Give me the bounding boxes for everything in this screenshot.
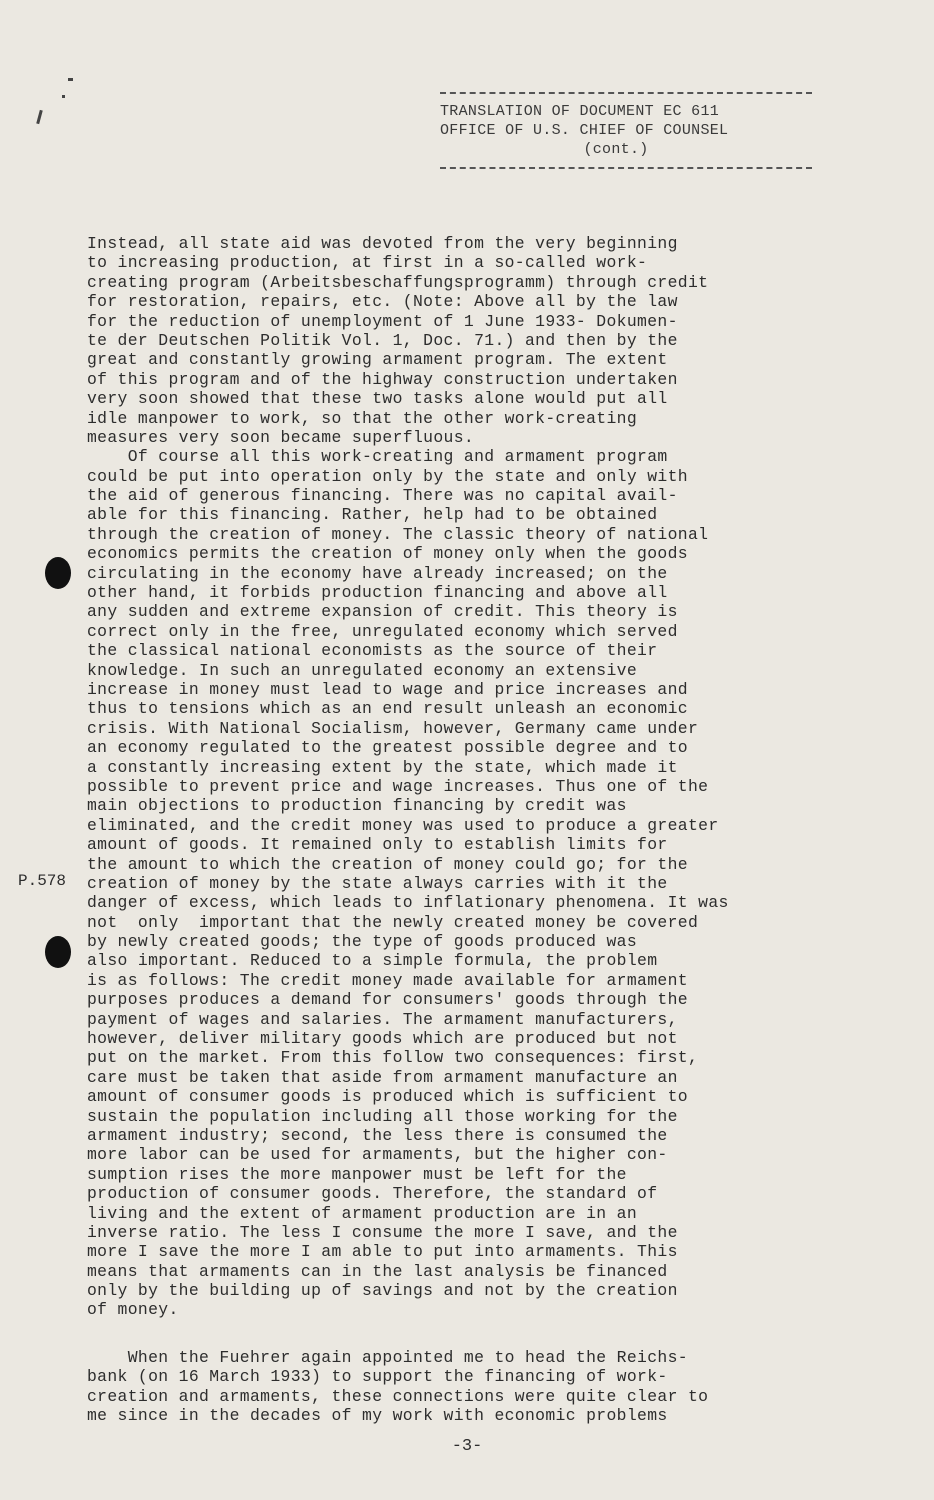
text-line: could be put into operation only by the state and only with [87, 466, 688, 486]
header-office: OFFICE OF U.S. CHIEF OF COUNSEL [440, 122, 729, 139]
text-line: care must be taken that aside from armament manufacture an [87, 1067, 678, 1087]
text-line: however, deliver military goods which are produced but not [87, 1029, 678, 1049]
text-line: other hand, it forbids production financing and above all [87, 583, 668, 603]
text-line: any sudden and extreme expansion of credit. This theory is [87, 602, 678, 622]
text-line: amount of goods. It remained only to establish limits for [87, 835, 668, 855]
header-continued: (cont.) [583, 141, 649, 158]
text-line: main objections to production financing by credit was [87, 796, 627, 816]
paragraph-1 [87, 234, 827, 447]
text-line: correct only in the free, unregulated economy which served [87, 621, 678, 641]
corner-mark [36, 110, 43, 124]
text-line: bank (on 16 March 1933) to support the financing of work- [87, 1367, 668, 1387]
text-line: creation and armaments, these connections were quite clear to [87, 1386, 709, 1406]
text-line: circulating in the economy have already increased; on the [87, 563, 668, 583]
text-line: Instead, all state aid was devoted from the very beginning [87, 234, 678, 253]
text-line: production of consumer goods. Therefore, the standard of [87, 1184, 658, 1204]
text-line: the amount to which the creation of money could go; for the [87, 854, 688, 874]
text-line: Of course all this work-creating and armament program [87, 447, 668, 467]
text-line: a constantly increasing extent by the state, which made it [87, 757, 678, 777]
text-line: me since in the decades of my work with economic problems [87, 1406, 668, 1426]
text-line: inverse ratio. The less I consume the more I save, and the [87, 1222, 678, 1242]
page-number: -3- [451, 1437, 483, 1456]
text-line: also important. Reduced to a simple formula, the problem [87, 951, 658, 971]
text-line: measures very soon became superfluous. [87, 427, 475, 447]
text-line: more labor can be used for armaments, but the higher con- [87, 1145, 668, 1165]
text-line: living and the extent of armament production are in an [87, 1203, 638, 1223]
text-line: sustain the population including all those working for the [87, 1106, 678, 1126]
text-line: of this program and of the highway construction undertaken [87, 369, 678, 389]
text-line: means that armaments can in the last analysis be financed [87, 1261, 668, 1281]
text-line: not only important that the newly created money be covered [87, 912, 699, 932]
text-line: through the creation of money. The classic theory of national [87, 524, 709, 544]
header-bottom-rule [440, 167, 812, 169]
text-line: is as follows: The credit money made available for armament [87, 970, 688, 990]
text-line: armament industry; second, the less there is consumed the [87, 1125, 668, 1145]
text-line: payment of wages and salaries. The armament manufacturers, [87, 1009, 678, 1029]
text-line: put on the market. From this follow two consequences: first, [87, 1048, 699, 1068]
text-line: danger of excess, which leads to inflationary phenomena. It was [87, 893, 729, 913]
corner-mark [68, 78, 73, 81]
text-line: When the Fuehrer again appointed me to head the Reichs- [87, 1347, 688, 1367]
text-line: the aid of generous financing. There was no capital avail- [87, 486, 678, 506]
text-line: very soon showed that these two tasks alone would put all [87, 389, 668, 409]
text-line: creating program (Arbeitsbeschaffungsprogramm) through credit [87, 272, 709, 292]
text-line: great and constantly growing armament program. The extent [87, 350, 668, 370]
text-line: eliminated, and the credit money was used to produce a greater [87, 815, 719, 835]
text-line: economics permits the creation of money only when the goods [87, 544, 688, 564]
header-top-rule [440, 92, 812, 94]
corner-mark [62, 95, 65, 98]
page-reference-note: P.578 [18, 872, 67, 890]
text-line: idle manpower to work, so that the other work-creating [87, 408, 638, 428]
paragraph-3 [87, 1348, 827, 1426]
text-line: for the reduction of unemployment of 1 June 1933- Dokumen- [87, 311, 678, 331]
document-body [87, 234, 827, 1425]
document-header [440, 92, 812, 169]
text-line: thus to tensions which as an end result unleash an economic [87, 699, 688, 719]
text-line: te der Deutschen Politik Vol. 1, Doc. 71.) and then by the [87, 330, 678, 350]
text-line: crisis. With National Socialism, however, Germany came under [87, 718, 699, 738]
text-line: by newly created goods; the type of goods produced was [87, 932, 638, 952]
text-line: able for this financing. Rather, help had to be obtained [87, 505, 658, 525]
text-line: increase in money must lead to wage and price increases and [87, 679, 688, 699]
text-line: knowledge. In such an unregulated economy an extensive [87, 660, 638, 680]
text-line: more I save the more I am able to put into armaments. This [87, 1242, 678, 1262]
punch-hole [45, 936, 71, 968]
text-line: only by the building up of savings and not by the creation [87, 1281, 678, 1301]
text-line: amount of consumer goods is produced which is sufficient to [87, 1087, 688, 1107]
text-line: sumption rises the more manpower must be left for the [87, 1164, 627, 1184]
text-line: creation of money by the state always carries with it the [87, 873, 668, 893]
punch-hole [45, 557, 71, 589]
text-line: to increasing production, at first in a so-called work- [87, 253, 648, 273]
text-line: for restoration, repairs, etc. (Note: Above all by the law [87, 292, 678, 312]
text-line: possible to prevent price and wage increases. Thus one of the [87, 776, 709, 796]
paragraph-2 [87, 447, 827, 1320]
header-title: TRANSLATION OF DOCUMENT EC 611 [440, 103, 720, 120]
text-line: the classical national economists as the source of their [87, 641, 658, 661]
text-line: purposes produces a demand for consumers' goods through the [87, 990, 688, 1010]
text-line: of money. [87, 1300, 179, 1320]
text-line: an economy regulated to the greatest possible degree and to [87, 738, 688, 758]
